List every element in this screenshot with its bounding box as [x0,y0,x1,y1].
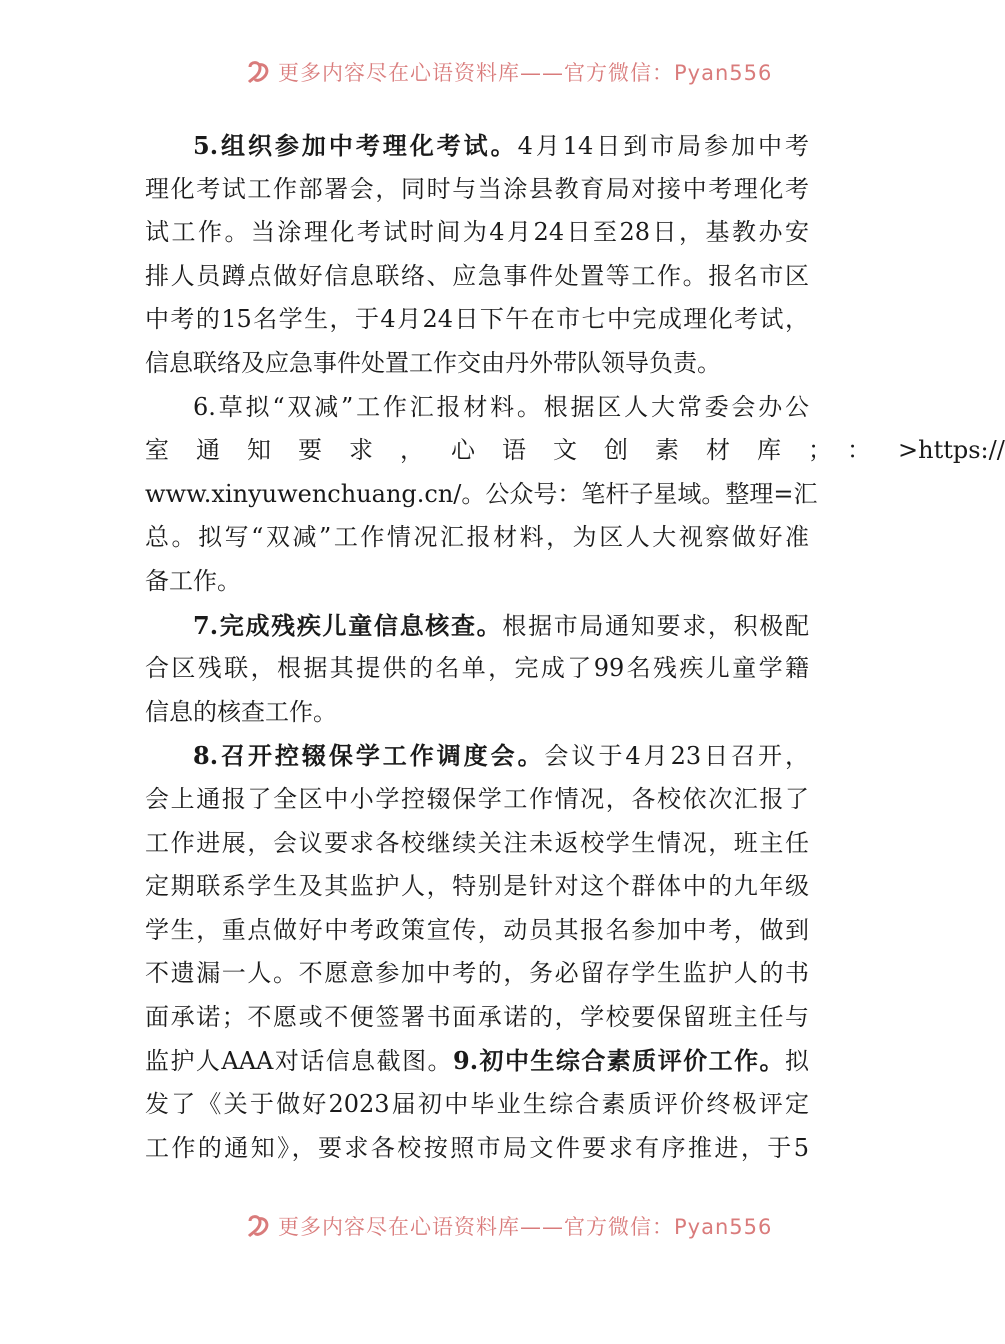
paragraph-6-line-1: 6.草拟“双减”工作汇报材料。根据区人大常委会办公 [193,392,809,421]
paragraph-7-line-1: 7.完成残疾儿童信息核查。根据市局通知要求，积极配 [193,610,809,640]
paragraph-8-line-4: 定期联系学生及其监护人，特别是针对这个群体中的九年级 [145,872,809,901]
paragraph-8-heading: 8.召开控辍保学工作调度会。 [193,741,545,771]
paragraph-8-line-7: 面承诺；不愿或不便签署书面承诺的，学校要保留班主任与 [145,1002,809,1031]
paragraph-5-line-4: 排人员蹲点做好信息联络、应急事件处置等工作。报名市区 [145,261,809,290]
paragraph-7-line-3: 信息的核查工作。 [145,697,337,726]
paragraph-8-line-6: 不遗漏一人。不愿意参加中考的，务必留存学生监护人的书 [145,959,809,988]
paragraph-7-heading: 7.完成残疾儿童信息核查。 [193,610,503,640]
paragraph-8-line-10: 工作的通知》，要求各校按照市局文件要求有序推进，于5 [145,1133,809,1162]
paragraph-8-line-2: 会上通报了全区中小学控辍保学工作情况，各校依次汇报了 [145,784,809,813]
paragraph-8-line-9: 发了《关于做好2023届初中毕业生综合素质评价终极评定 [145,1090,809,1119]
paragraph-8-line-3: 工作进展，会议要求各校继续关注未返校学生情况，班主任 [145,828,809,857]
paragraph-9-heading: 9.初中生综合素质评价工作。 [453,1046,785,1076]
paragraph-5-line-3: 试工作。当涂理化考试时间为4月24日至28日，基教办安 [145,218,809,247]
paragraph-7-line-2: 合区残联，根据其提供的名单，完成了99名残疾儿童学籍 [145,654,809,683]
paragraph-6-line-5: 备工作。 [145,566,241,595]
paragraph-8-line-5: 学生，重点做好中考政策宣传，动员其报名参加中考，做到 [145,915,809,944]
brand-logo-icon [246,1213,272,1239]
url-fragment: >https:// [898,436,1005,465]
paragraph-5-line-1: 5.组织参加中考理化考试。4月14日到市局参加中考 [193,131,809,160]
document-body [145,124,1005,1170]
header-watermark [0,54,950,90]
watermark-text: 更多内容尽在心语资料库——官方微信：Pyan556 [278,61,773,85]
footer-watermark [0,1208,950,1244]
paragraph-6-line-4: 总。拟写“双减”工作情况汇报材料，为区人大视察做好准 [145,523,809,552]
paragraph-5-line-5: 中考的15名学生，于4月24日下午在市七中完成理化考试， [145,305,809,334]
brand-logo-icon [246,59,272,85]
paragraph-6-line-3: www.xinyuwenchuang.cn/。公众号：笔杆子星域。整理=汇 [145,479,818,508]
paragraph-5-heading: 5.组织参加中考理化考试。 [193,131,518,160]
paragraph-8-line-8: 监护人AAA对话信息截图。9.初中生综合素质评价工作。拟 [145,1046,809,1076]
paragraph-5-line-2: 理化考试工作部署会，同时与当涂县教育局对接中考理化考 [145,174,809,203]
paragraph-8-line-1: 8.召开控辍保学工作调度会。会议于4月23日召开， [193,741,809,771]
paragraph-6-line-2: 室通知要求，心语文创素材库；：>https:// [145,436,1005,465]
watermark-text: 更多内容尽在心语资料库——官方微信：Pyan556 [278,1215,773,1239]
paragraph-5-line-6: 信息联络及应急事件处置工作交由丹外带队领导负责。 [145,348,721,377]
